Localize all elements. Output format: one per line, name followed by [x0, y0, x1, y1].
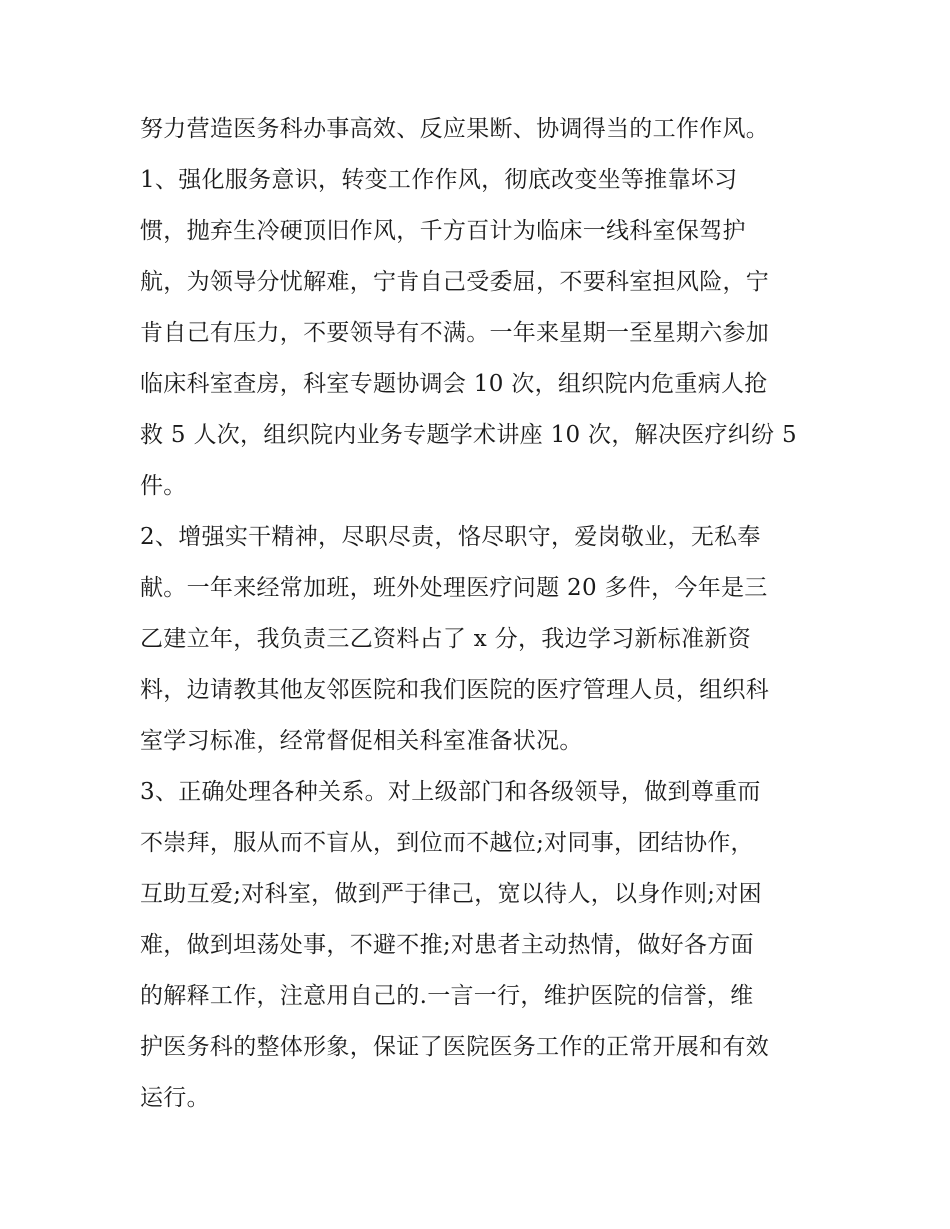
- text-line: 救 5 人次，组织院内业务专题学术讲座 10 次，解决医疗纠纷 5: [140, 422, 797, 448]
- text-line: 料，边请教其他友邻医院和我们医院的医疗管理人员，组织科: [140, 677, 770, 703]
- text-line: 乙建立年，我负责三乙资料占了 x 分，我边学习新标准新资: [140, 626, 751, 652]
- text-line: 2、增强实干精神，尽职尽责，恪尽职守，爱岗敬业，无私奉: [140, 524, 761, 550]
- text-line: 肯自己有压力，不要领导有不满。一年来星期一至星期六参加: [140, 320, 770, 346]
- text-line: 难，做到坦荡处事，不避不推;对患者主动热情，做好各方面: [140, 932, 754, 958]
- text-line: 互助互爱;对科室，做到严于律己，宽以待人，以身作则;对困: [140, 881, 762, 907]
- text-line: 1、强化服务意识，转变工作作风，彻底改变坐等推靠坏习: [140, 167, 738, 193]
- text-line: 护医务科的整体形象，保证了医院医务工作的正常开展和有效: [140, 1034, 770, 1060]
- text-line: 的解释工作，注意用自己的.一言一行，维护医院的信誉，维: [140, 983, 754, 1009]
- text-line: 航，为领导分忧解难，宁肯自己受委屈，不要科室担风险，宁: [140, 269, 770, 295]
- text-line: 件。: [140, 473, 187, 499]
- text-line: 临床科室查房，科室专题协调会 10 次，组织院内危重病人抢: [140, 371, 768, 397]
- text-line: 献。一年来经常加班，班外处理医疗问题 20 多件，今年是三: [140, 575, 768, 601]
- text-line: 3、正确处理各种关系。对上级部门和各级领导，做到尊重而: [140, 779, 761, 805]
- text-line: 室学习标准，经常督促相关科室准备状况。: [140, 728, 583, 754]
- text-line: 不崇拜，服从而不盲从，到位而不越位;对同事，团结协作，: [140, 830, 754, 856]
- text-line: 运行。: [140, 1085, 210, 1111]
- text-line: 努力营造医务科办事高效、反应果断、协调得当的工作作风。: [140, 116, 770, 142]
- text-line: 惯，抛弃生冷硬顶旧作风，千方百计为临床一线科室保驾护: [140, 218, 746, 244]
